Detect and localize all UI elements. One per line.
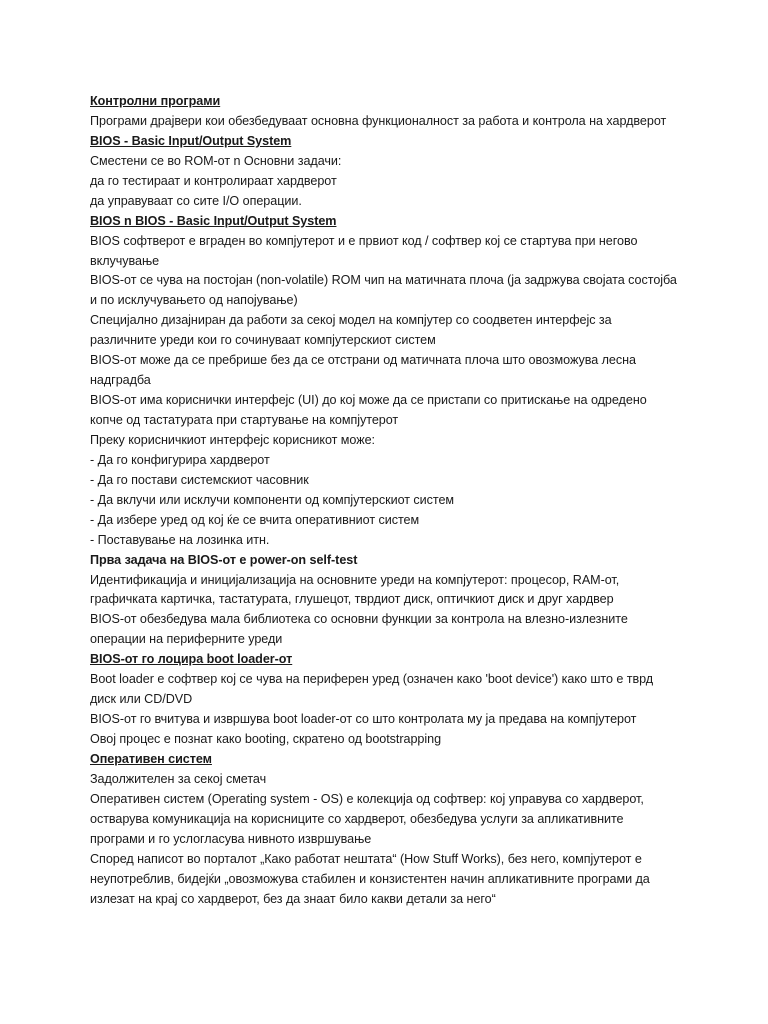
text-line: неупотреблив, бидејќи „овозможува стабилен и конзистентен начин апликативните програми да (90, 871, 650, 886)
text-line: BIOS софтверот е вграден во компјутерот и е првиот код / софтвер кој се стартува при негово (90, 233, 638, 248)
section-heading: Оперативен систем (90, 751, 212, 766)
section-heading: BIOS n BIOS - Basic Input/Output System (90, 213, 337, 228)
text-line: - Да избере уред од кој ќе се вчита оперативниот систем (90, 512, 420, 527)
text-line: - Да го постави системскиот часовник (90, 472, 309, 487)
text-line: Сместени се во ROM-от n Основни задачи: (90, 153, 342, 168)
text-line: различните уреди кои го сочинуваат компјутерскиот систем (90, 333, 436, 348)
text-line: диск или CD/DVD (90, 692, 193, 707)
text-line: графичката картичка, тастатурата, глушецот, тврдиот диск, оптичкиот диск и друг хардвер (90, 592, 614, 607)
text-line: BIOS-от има кориснички интерфејс (UI) до кој може да се пристапи со притискање на одредено (90, 393, 647, 408)
text-line: Програми драјвери кои обезбедуваат основна функционалност за работа и контрола на хардверот (90, 113, 667, 128)
section-heading: BIOS - Basic Input/Output System (90, 133, 292, 148)
text-line: BIOS-от може да се пребрише без да се отстрани од матичната плоча што овозможува лесна (90, 353, 636, 368)
text-line: BIOS-от обезбедува мала библиотека со основни функции за контрола на влезно-излезните (90, 612, 628, 627)
text-line: Преку корисничкиот интерфејс корисникот може: (90, 432, 375, 447)
text-line: да управуваат со сите I/O операции. (90, 193, 302, 208)
section-heading: Контролни програми (90, 94, 221, 108)
text-line: BIOS-от го вчитува и извршува boot loader-от со што контролата му ја предава на компјутерот (90, 712, 637, 727)
text-line: Според написот во порталот „Како работат нештата“ (How Stuff Works), без него, компјутерот е (90, 851, 642, 866)
document-body (90, 92, 690, 909)
text-line: копче од тастатурата при стартување на компјутерот (90, 413, 399, 427)
text-line: и по исклучувањето од напојување) (90, 293, 298, 308)
text-line: - Да го конфигурира хардверот (90, 452, 270, 467)
text-line: надградба (90, 373, 151, 388)
text-line: излезат на крај со хардверот, без да знаат било какви детали за него“ (90, 891, 496, 906)
text-line: програми и го услогласува нивното извршување (90, 831, 372, 846)
text-line: BIOS-от се чува на постојан (non-volatile) ROM чип на матичната плоча (ја задржува својата состојба (90, 273, 677, 288)
text-line: Задолжителен за секој сметач (90, 771, 267, 786)
section-heading: BIOS-от го лоцира boot loader-от (90, 652, 293, 667)
text-line: операции на периферните уреди (90, 632, 283, 647)
text-line: - Поставување на лозинка итн. (90, 532, 270, 547)
text-line: Овој процес е познат како booting, скратено од bootstrapping (90, 732, 442, 746)
text-line: да го тестираат и контролираат хардверот (90, 173, 337, 188)
text-line: Идентификација и иницијализација на основните уреди на компјутерот: процесор, RAM-от, (90, 572, 620, 587)
text-line: вклучување (90, 253, 160, 268)
text-line: - Да вклучи или исклучи компоненти од компјутерскиот систем (90, 492, 455, 507)
text-line: остварува комуникација на корисниците со хардверот, обезбедува услуги за апликативните (90, 811, 624, 826)
text-line: Boot loader е софтвер кој се чува на периферен уред (означен како 'boot device') како што е тврд (90, 672, 654, 687)
text-line: Специјално дизајниран да работи за секој модел на компјутер со соодветен интерфејс за (90, 313, 612, 328)
text-line: Оперативен систем (Operating system - OS) е колекција од софтвер: кој управува со хардверот, (90, 791, 644, 806)
section-heading: Прва задача на BIOS-от е power-on self-test (90, 552, 358, 567)
